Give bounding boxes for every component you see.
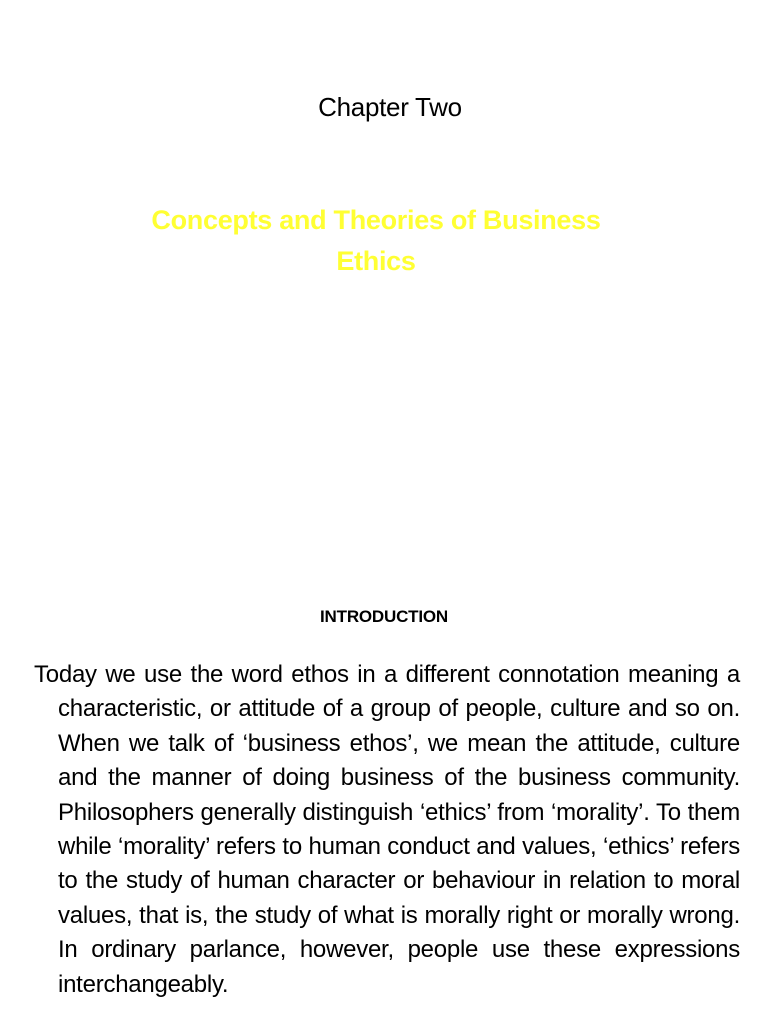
section-heading-introduction: INTRODUCTION (320, 607, 448, 626)
introduction-paragraph: Today we use the word ethos in a different connotation meaning a characteristic, or attitude of a group of people, culture and so on. When we talk of ‘business ethos’, we mean the attitude, culture and the manner of doing business of the business community. Philosophers generally distinguish ‘ethics’ from ‘morality’. To them while ‘morality’ refers to human conduct and values, ‘ethics’ refers to the study of human character or behaviour in relation to moral values, that is, the study of what is morally right or morally wrong. In ordinary parlance, however, people use these expressions interchangeably. (34, 661, 740, 998)
chapter-title: Chapter Two (318, 92, 462, 122)
chapter-subtitle: Concepts and Theories of Business Ethics (151, 205, 601, 276)
